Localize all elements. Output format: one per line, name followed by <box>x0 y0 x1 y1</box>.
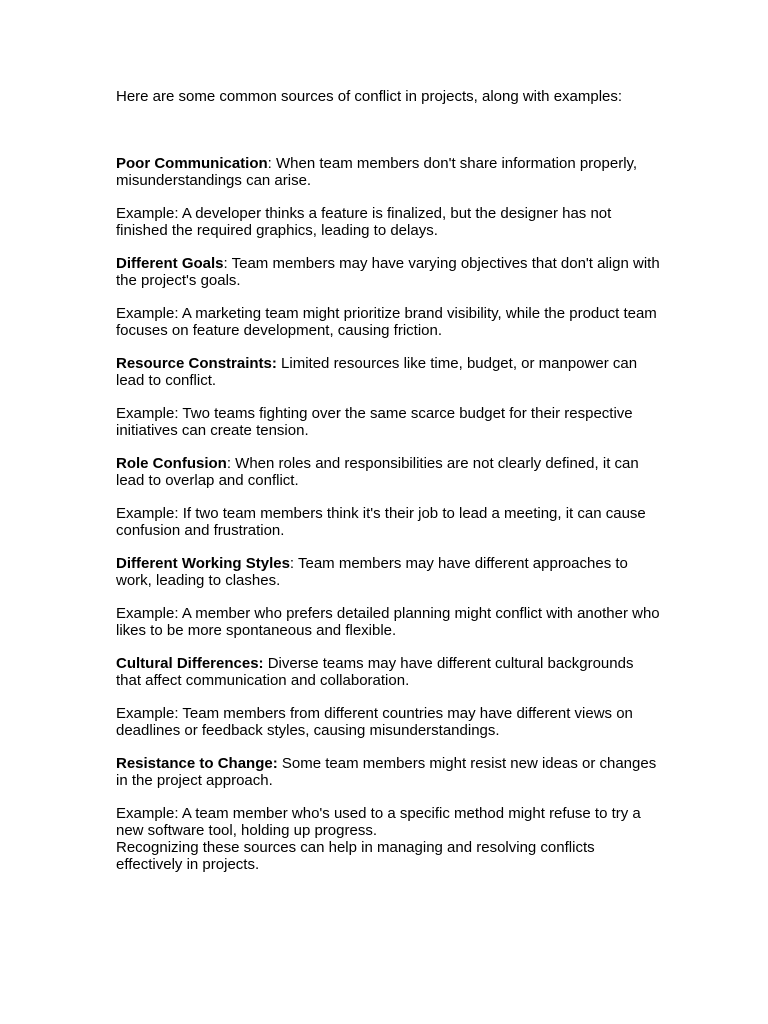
term-description: : Team members may have varying objectives that don't align with the project's goals. <box>116 255 660 289</box>
example-paragraph: Example: A team member who's used to a specific method might refuse to try a new software tool, holding up progress. <box>116 805 641 839</box>
section-different-working-styles <box>116 555 661 639</box>
term-description: : When roles and responsibilities are not clearly defined, it can lead to overlap and conflict. <box>116 455 639 489</box>
section-resource-constraints <box>116 355 661 439</box>
section-resistance-to-change <box>116 755 661 839</box>
intro-paragraph: Here are some common sources of conflict in projects, along with examples: <box>116 88 623 105</box>
example-paragraph: Example: A marketing team might prioritize brand visibility, while the product team focuses on feature development, causing friction. <box>116 305 657 339</box>
document-body <box>116 88 661 873</box>
definition-paragraph <box>116 755 661 789</box>
term-description: : Team members may have different approaches to work, leading to clashes. <box>116 555 628 589</box>
definition-paragraph <box>116 255 661 289</box>
example-paragraph: Example: A developer thinks a feature is finalized, but the designer has not finished the required graphics, leading to delays. <box>116 205 612 239</box>
term-description: Some team members might resist new ideas or changes in the project approach. <box>116 755 657 789</box>
term-heading: Different Working Styles <box>116 555 290 572</box>
example-paragraph: Example: Two teams fighting over the same scarce budget for their respective initiatives can create tension. <box>116 405 633 439</box>
example-paragraph: Example: If two team members think it's their job to lead a meeting, it can cause confusion and frustration. <box>116 505 646 539</box>
definition-paragraph <box>116 355 661 389</box>
term-description: : When team members don't share information properly, misunderstandings can arise. <box>116 155 638 189</box>
term-heading: Resistance to Change: <box>116 755 278 772</box>
section-different-goals <box>116 255 661 339</box>
example-paragraph: Example: A member who prefers detailed planning might conflict with another who likes to be more spontaneous and flexible. <box>116 605 660 639</box>
term-heading: Resource Constraints: <box>116 355 277 372</box>
conclusion-paragraph: Recognizing these sources can help in managing and resolving conflicts effectively in projects. <box>116 839 595 873</box>
term-description: Diverse teams may have different cultural backgrounds that affect communication and collaboration. <box>116 655 634 689</box>
term-heading: Role Confusion <box>116 455 227 472</box>
section-role-confusion <box>116 455 661 539</box>
definition-paragraph <box>116 655 661 689</box>
term-heading: Poor Communication <box>116 155 268 172</box>
term-heading: Cultural Differences: <box>116 655 264 672</box>
definition-paragraph <box>116 455 661 489</box>
definition-paragraph <box>116 555 661 589</box>
definition-paragraph <box>116 155 661 189</box>
section-poor-communication <box>116 155 661 239</box>
term-description: Limited resources like time, budget, or manpower can lead to conflict. <box>116 355 638 389</box>
term-heading: Different Goals <box>116 255 224 272</box>
section-cultural-differences <box>116 655 661 739</box>
example-paragraph: Example: Team members from different countries may have different views on deadlines or feedback styles, causing misunderstandings. <box>116 705 633 739</box>
